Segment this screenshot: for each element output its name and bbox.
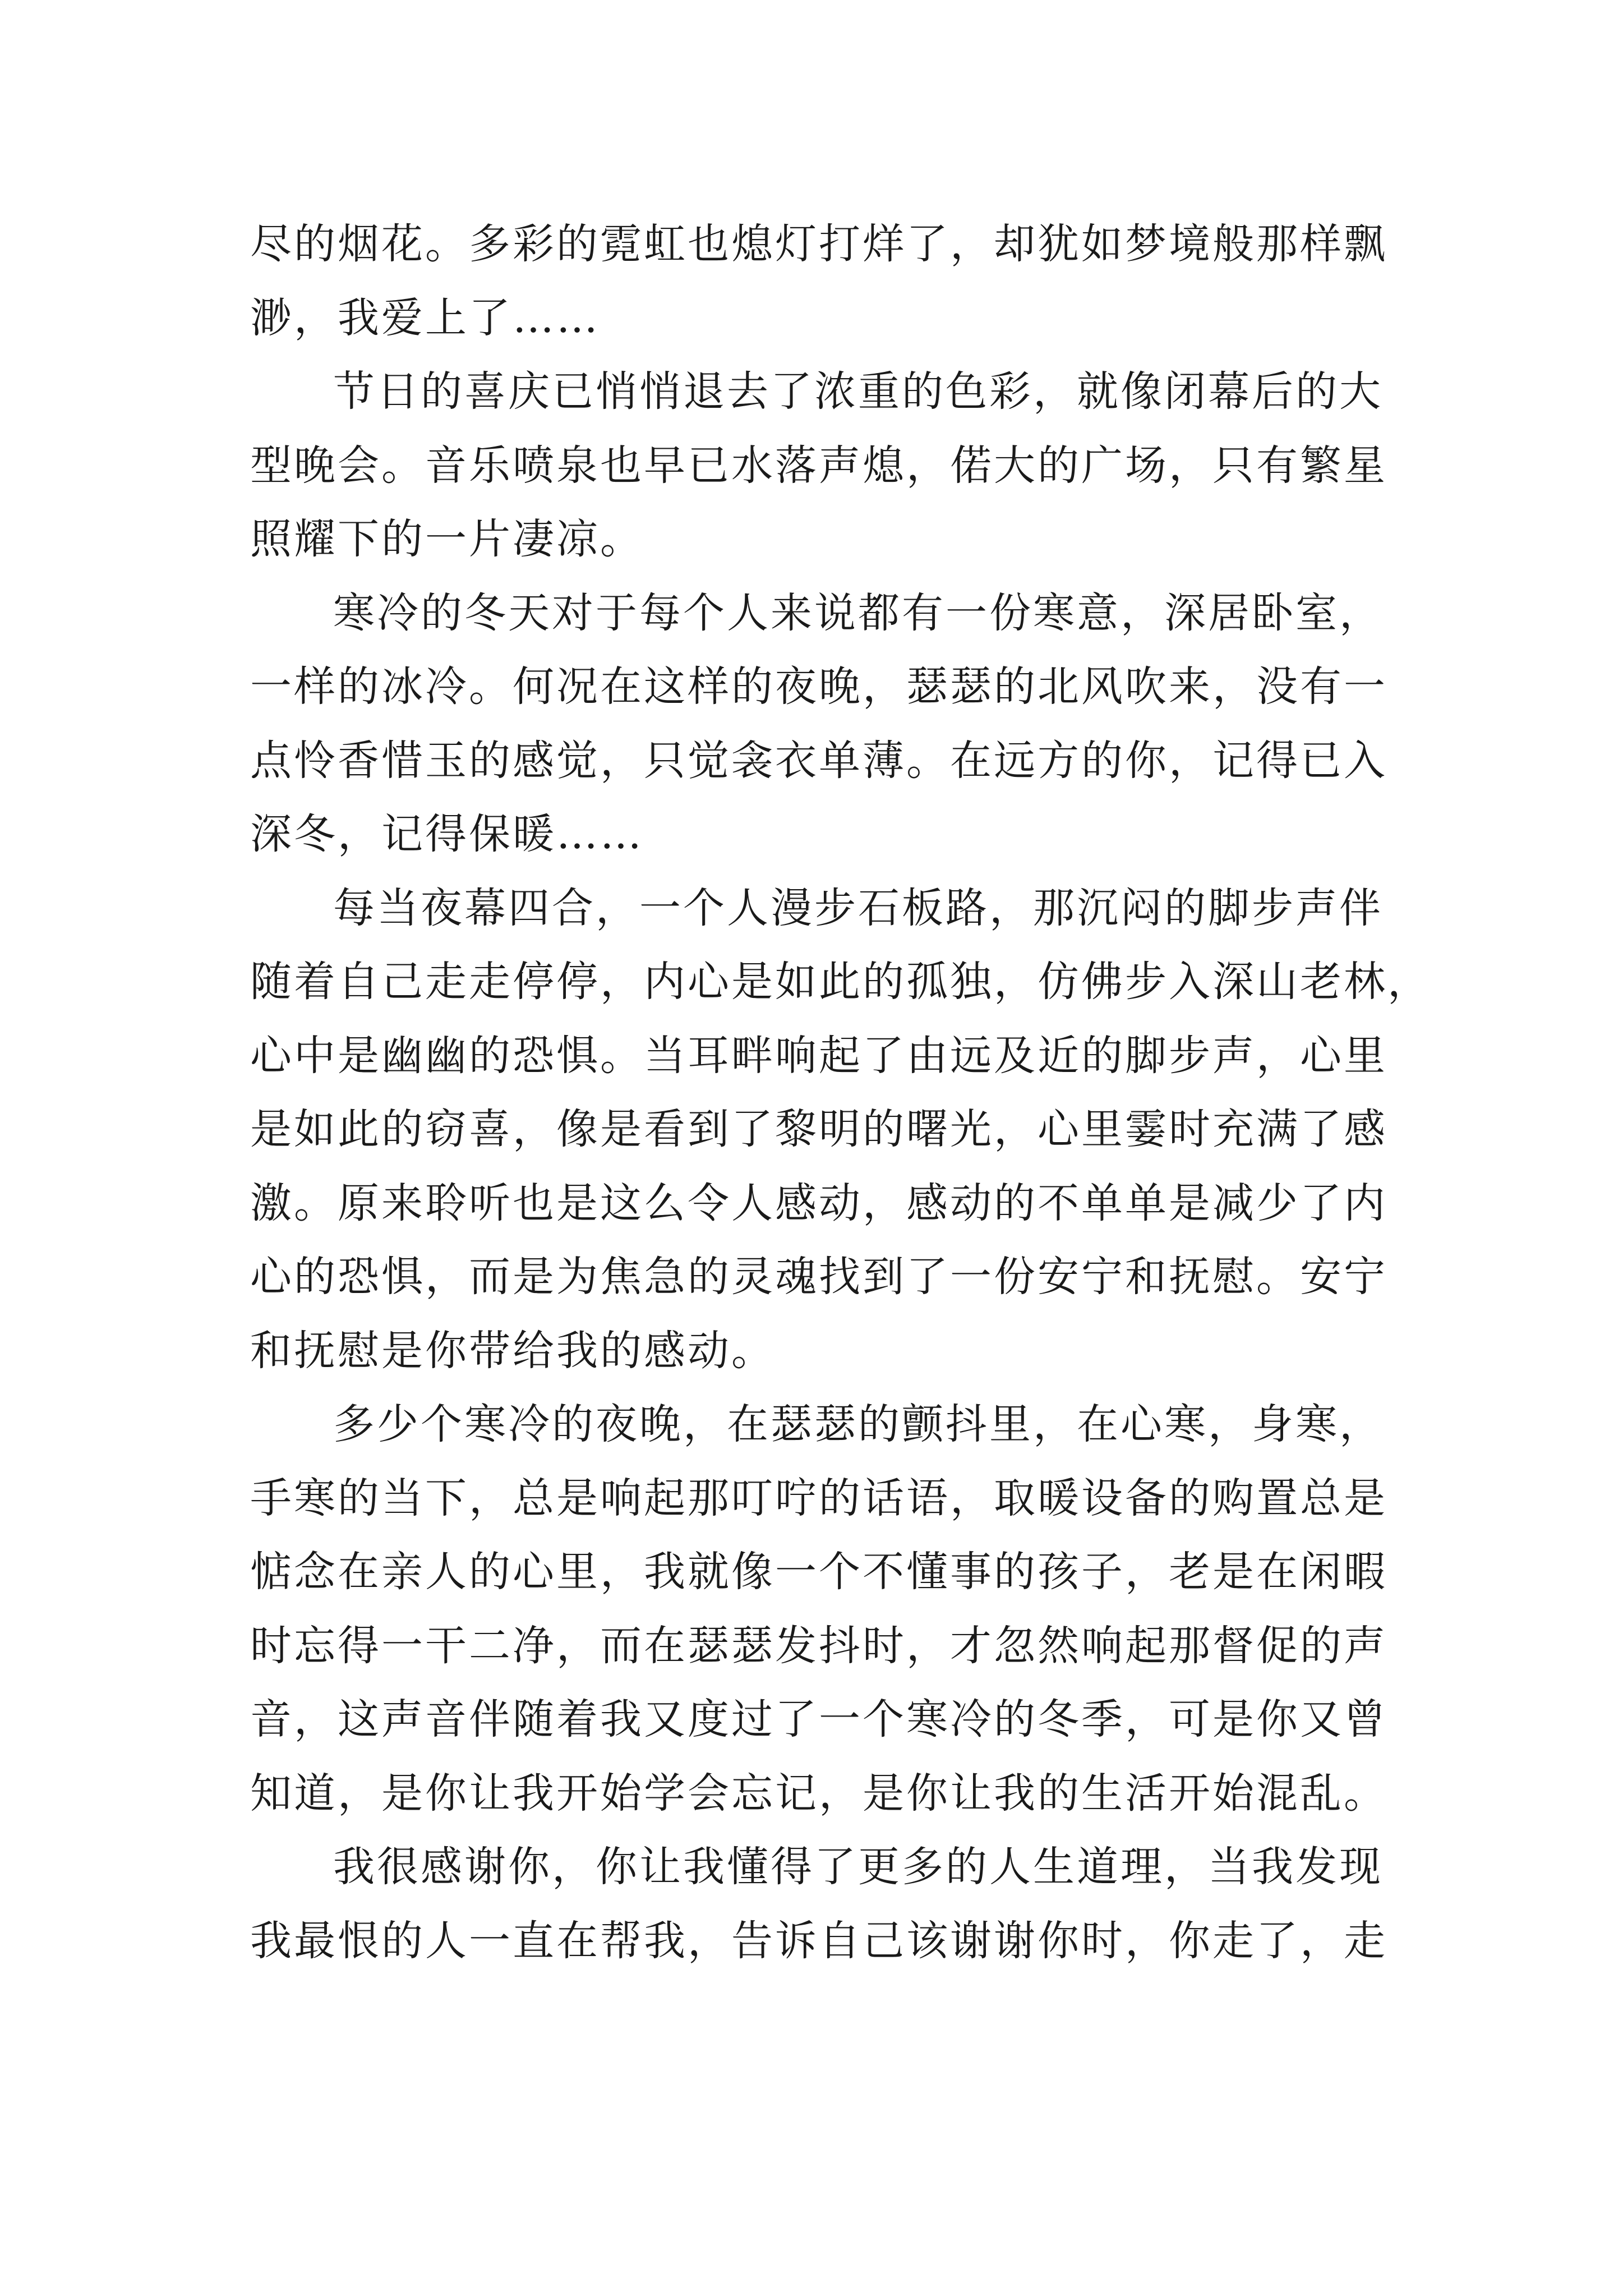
text-line: 寒冷的冬天对于每个人来说都有一份寒意，深居卧室， (333, 588, 1383, 637)
paragraph (250, 577, 1394, 872)
text-line: 手寒的当下，总是响起那叮咛的话语，取暖设备的购置总是 (250, 1474, 1387, 1522)
paragraph (250, 1830, 1394, 1978)
text-line: 多少个寒冷的夜晚，在瑟瑟的颤抖里，在心寒，身寒， (333, 1400, 1383, 1448)
paragraph (250, 872, 1431, 1388)
text-line: 时忘得一干二净，而在瑟瑟发抖时，才忽然响起那督促的声 (250, 1621, 1387, 1670)
text-line: 渺，我爱上了…… (250, 293, 600, 342)
text-line: 一样的冰冷。何况在这样的夜晚，瑟瑟的北风吹来，没有一 (250, 662, 1387, 711)
text-line: 每当夜幕四合，一个人漫步石板路，那沉闷的脚步声伴 (333, 884, 1383, 932)
document-body (250, 208, 1431, 1978)
text-line: 照耀下的一片凄凉。 (250, 515, 644, 563)
text-line: 惦念在亲人的心里，我就像一个不懂事的孩子，老是在闲暇 (250, 1548, 1387, 1596)
text-line: 我很感谢你，你让我懂得了更多的人生道理，当我发现 (333, 1843, 1383, 1891)
paragraph (250, 1388, 1394, 1830)
text-line: 音，这声音伴随着我又度过了一个寒冷的冬季，可是你又曾 (250, 1695, 1387, 1743)
text-line: 节日的喜庆已悄悄退去了浓重的色彩，就像闭幕后的大 (333, 367, 1383, 416)
text-line: 知道，是你让我开始学会忘记，是你让我的生活开始混乱。 (250, 1769, 1387, 1818)
text-line: 心的恐惧，而是为焦急的灵魂找到了一份安宁和抚慰。安宁 (250, 1253, 1387, 1301)
text-line: 随着自己走走停停，内心是如此的孤独，仿佛步入深山老林， (250, 958, 1431, 1006)
text-line: 和抚慰是你带给我的感动。 (250, 1326, 775, 1375)
text-line: 尽的烟花。多彩的霓虹也熄灯打烊了，却犹如梦境般那样飘 (250, 220, 1387, 268)
text-line: 是如此的窃喜，像是看到了黎明的曙光，心里霎时充满了感 (250, 1105, 1387, 1153)
text-line: 心中是幽幽的恐惧。当耳畔响起了由远及近的脚步声，心里 (250, 1031, 1387, 1080)
text-line: 我最恨的人一直在帮我，告诉自己该谢谢你时，你走了，走 (250, 1916, 1387, 1965)
text-line: 深冬，记得保暖…… (250, 810, 644, 858)
text-line: 激。原来聆听也是这么令人感动，感动的不单单是减少了内 (250, 1179, 1387, 1227)
text-line: 点怜香惜玉的感觉，只觉衾衣单薄。在远方的你，记得已入 (250, 736, 1387, 785)
paragraph (250, 355, 1394, 577)
paragraph (250, 208, 1394, 355)
text-line: 型晚会。音乐喷泉也早已水落声熄，偌大的广场，只有繁星 (250, 441, 1387, 490)
